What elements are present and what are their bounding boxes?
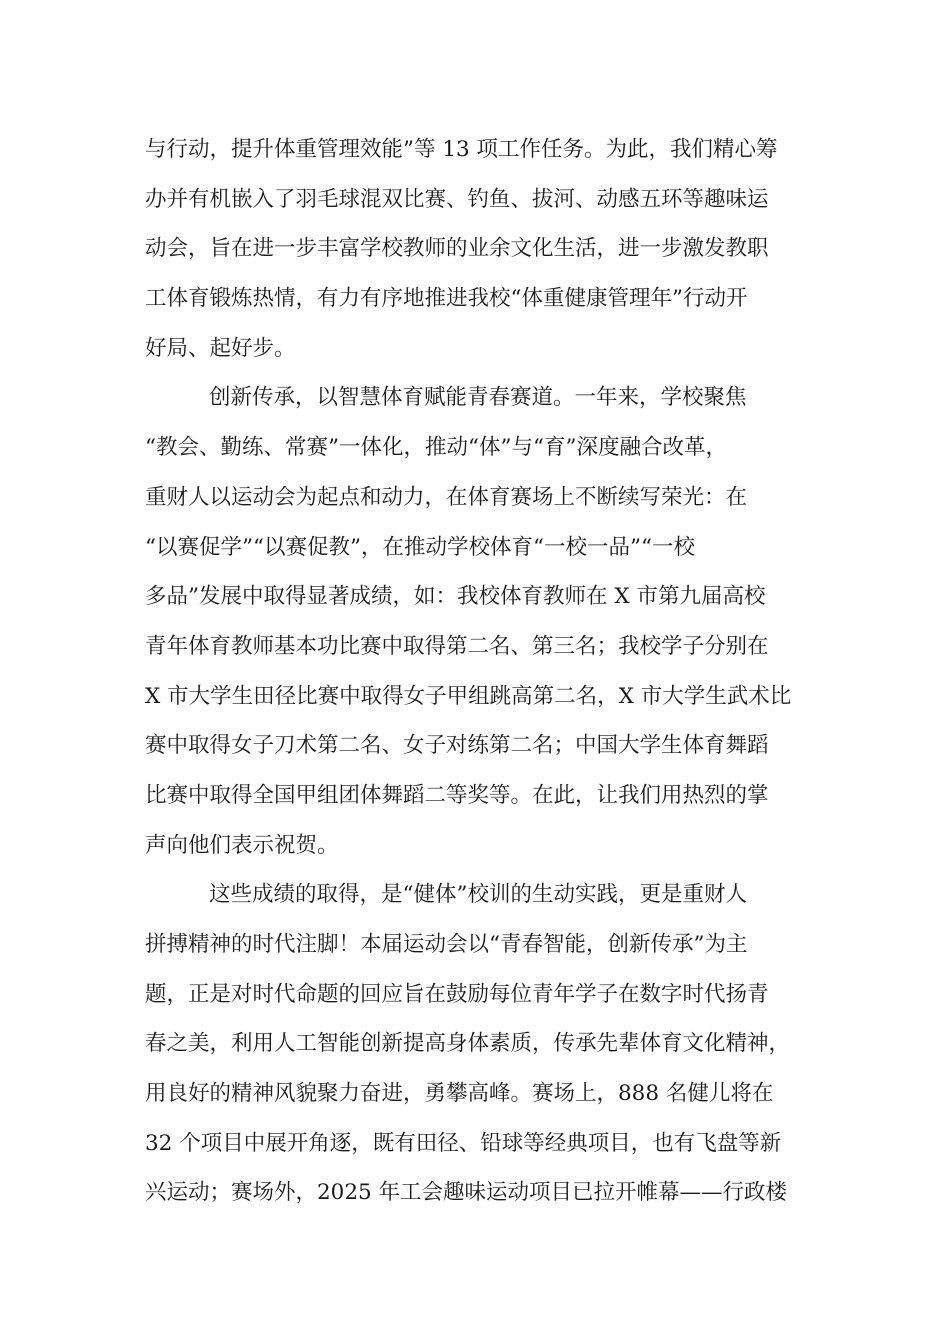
- text-line: 多品”发展中取得显著成绩，如：我校体育教师在 X 市第九届高校: [145, 584, 766, 610]
- text-line: 青年体育教师基本功比赛中取得第二名、第三名；我校学子分别在: [145, 633, 769, 659]
- text-line: 题，正是对时代命题的回应旨在鼓励每位青年学子在数字时代扬青: [145, 981, 769, 1007]
- text-line: 32 个项目中展开角逐，既有田径、铅球等经典项目，也有飞盘等新: [145, 1130, 782, 1156]
- paragraph-start-line: 创新传承，以智慧体育赋能青春赛道。一年来，学校聚焦: [209, 385, 747, 411]
- text-line: X 市大学生田径比赛中取得女子甲组跳高第二名，X 市大学生武术比: [145, 683, 792, 709]
- text-line: 好局、起好步。: [145, 335, 296, 361]
- text-line: 赛中取得女子刀术第二名、女子对练第二名；中国大学生体育舞蹈: [145, 733, 769, 759]
- text-line: 重财人以运动会为起点和动力，在体育赛场上不断续写荣光：在: [145, 484, 748, 510]
- text-line: 春之美，利用人工智能创新提高身体素质，传承先辈体育文化精神，: [145, 1031, 791, 1057]
- text-line: 拼搏精神的时代注脚！本届运动会以“青春智能，创新传承”为主: [145, 932, 748, 957]
- paragraph-start-line: 这些成绩的取得，是“健体”校训的生动实践，更是重财人: [209, 882, 747, 908]
- body-text: [145, 125, 810, 1218]
- text-line: 兴运动；赛场外，2025 年工会趣味运动项目已拉开帷幕——行政楼: [145, 1180, 788, 1206]
- text-line: 比赛中取得全国甲组团体舞蹈二等奖等。在此，让我们用热烈的掌: [145, 782, 769, 808]
- text-line: “教会、勤练、常赛”一体化，推动“体”与“育”深度融合改革，: [145, 435, 727, 461]
- text-line: 声向他们表示祝贺。: [145, 832, 339, 858]
- text-line: 与行动，提升体重管理效能”等 13 项工作任务。为此，我们精心筹: [145, 137, 778, 162]
- text-line: “以赛促学”“以赛促教”，在推动学校体育“一校一品”“一校: [145, 534, 695, 560]
- text-line: 办并有机嵌入了羽毛球混双比赛、钓鱼、拔河、动感五环等趣味运: [145, 186, 769, 212]
- text-line: 用良好的精神风貌聚力奋进，勇攀高峰。赛场上，888 名健儿将在: [145, 1081, 774, 1107]
- text-line: 工体育锻炼热情，有力有序地推进我校“体重健康管理年”行动开: [145, 286, 748, 312]
- text-line: 动会，旨在进一步丰富学校教师的业余文化生活，进一步激发教职: [145, 236, 769, 262]
